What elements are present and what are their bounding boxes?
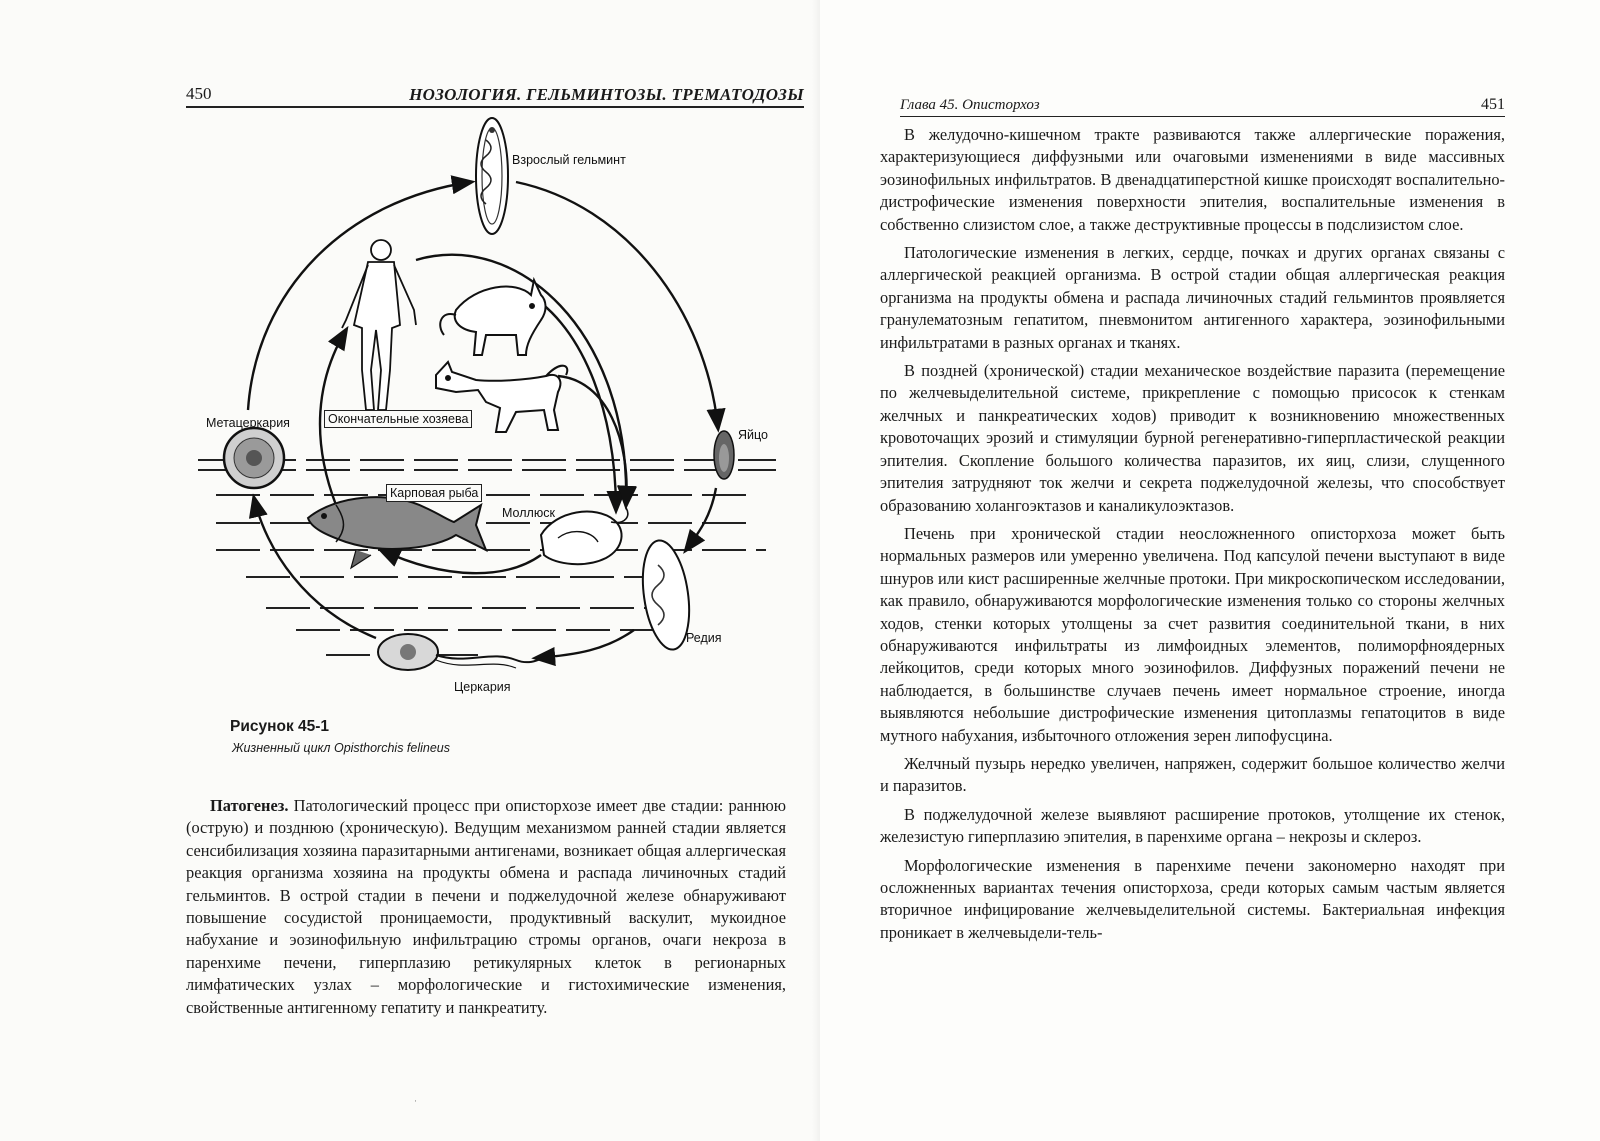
label-carp-fish: Карповая рыба xyxy=(386,484,482,502)
left-running-head xyxy=(186,84,804,108)
paragraph-late-stage: В поздней (хронической) стадии механическое воздействие паразита (перемещение по желчевыделительной системе, прикрепление с помощью присосок к стенкам желчных и панкреатических ходов) приводит к возникновению множественных кровоточащих эрозий и стимуляции бурной регенеративно-гиперпластической реакции эпителия. Скопление большого количества паразитов, их яиц, слизи, слущенного эпителия затрудняют ток желчи и секрета поджелудочной железы, что способствует образованию холангоэктазов и каналикулоэктазов. xyxy=(880,361,1505,515)
figure-caption-text xyxy=(232,741,450,755)
left-running-title: НОЗОЛОГИЯ. ГЕЛЬМИНТОЗЫ. ТРЕМАТОДОЗЫ xyxy=(409,85,804,104)
metacercaria-icon xyxy=(224,428,284,488)
paragraph-lungs-heart: Патологические изменения в легких, сердце, почках и других органах связаны с аллергической реакцией организма. В острой стадии общая аллергическая реакция организма на продукты обмена и распада личиночных стадий гельминтов проявляется гранулематозным гепатитом, пневмонитом антигенного характера, эозинофильными инфильтратами в разных органах и тканях. xyxy=(880,243,1505,352)
paragraph-gi-tract: В желудочно-кишечном тракте развиваются также аллергические поражения, характеризующиеся диффузными или очаговыми изменениями в виде массивных эозинофильных инфильтратов. В двенадцатиперстной кишке происходят воспалительно-дистрофические изменения поверхности эпителия, воспалительные изменения в собственно слизистом слое, а также деструктивные процессы в подслизистом слое. xyxy=(880,125,1505,234)
label-definitive-hosts: Окончательные хозяева xyxy=(324,410,472,428)
label-metacercaria: Метацеркария xyxy=(206,416,290,430)
life-cycle-figure xyxy=(186,110,786,710)
water-lines xyxy=(198,460,776,655)
life-cycle-diagram xyxy=(186,110,786,710)
label-adult-helminth: Взрослый гельминт xyxy=(512,153,626,167)
paragraph-pancreas: В поджелудочной железе выявляют расширение протоков, утолщение их стенок, железистую гиперплазию эпителия, в паренхиме органа – некрозы и склероз. xyxy=(880,804,1505,847)
figure-caption-prefix: Жизненный цикл xyxy=(232,741,334,755)
paragraph-gallbladder: Желчный пузырь нередко увеличен, напряжен, содержит большое количество желчи и паразитов. xyxy=(880,753,1505,796)
right-page xyxy=(820,0,1600,1141)
pathogenesis-lead: Патогенез. xyxy=(210,796,289,815)
label-redia: Редия xyxy=(686,631,722,645)
right-body-text xyxy=(880,124,1505,950)
cercaria-icon xyxy=(378,634,548,670)
adult-fluke-icon xyxy=(476,118,508,234)
paragraph-complications: Морфологические изменения в паренхиме печени закономерно находят при осложненных вариантах течения описторхоза, среди которых самым частым является вторичное инфицирование желчевыделительной системы. Бактериальная инфекция проникает в желчевыдели-тель- xyxy=(880,855,1505,942)
label-mollusk: Моллюск xyxy=(502,506,555,520)
left-page-number: 450 xyxy=(186,84,212,103)
arrow-redia-to-cercaria xyxy=(536,630,634,658)
human-figure-icon xyxy=(342,240,416,410)
right-running-head xyxy=(900,94,1505,117)
figure-caption-title: Рисунок 45-1 xyxy=(230,718,330,735)
cat-icon xyxy=(440,280,545,355)
pathogenesis-paragraph xyxy=(186,795,786,1019)
right-running-title: Глава 45. Описторхоз xyxy=(900,97,1040,113)
paragraph-liver: Печень при хронической стадии неосложненного описторхоза может быть нормальных размеров или умеренно увеличена. Под капсулой печени выступают в виде шнуров или кист расширенные желчные протоки. При микроскопическом исследовании, как правило, обнаруживаются морфологические изменения только со стороны желчных ходов, стенки которых утолщены за счет развития соединительной ткани, в них обнаруживаются инфильтраты из лимфоидных элементов, полиморфноядерных лейкоцитов, среди которых много эозинофилов. Диффузных поражений печени не наблюдается, в большинстве случаев печень имеет нормальное строение, иногда выявляются небольшие дистрофические изменения цитоплазмы гепатоцитов в виде мутного набухания, избыточного отложения зерен липофусцина. xyxy=(880,523,1505,745)
pathogenesis-text: Патологический процесс при описторхозе имеет две стадии: раннюю (острую) и позднюю (хроническую). Ведущим механизмом ранней стадии является сенсибилизация хозяина паразитарными антигенами, возникает общая аллергическая реакция организма хозяина на продукты обмена и распада личиночных стадий гельминтов. В острой стадии в печени и поджелудочной железе обнаруживают повышение сосудистой проницаемости, продуктивный васкулит, мукоидное набухание и эозинофильную инфильтрацию стромы органов, очаги некроза в паренхиме печени, гиперплазию ретикулярных клеток в регионарных лимфатических узлах – морфологические и гистохимические изменения, свойственные антигенному гепатиту и панкреатиту. xyxy=(186,796,786,1017)
left-body-text xyxy=(186,795,786,1025)
label-egg: Яйцо xyxy=(738,428,768,442)
scan-speck: · xyxy=(414,1096,417,1106)
right-page-number: 451 xyxy=(1481,96,1505,113)
label-cercaria: Церкария xyxy=(454,680,511,694)
figure-caption-species: Opisthorchis felineus xyxy=(333,741,450,755)
arrow-mollusk-to-fish xyxy=(381,550,541,573)
arrow-egg-to-redia xyxy=(686,488,716,550)
egg-icon xyxy=(714,431,734,479)
